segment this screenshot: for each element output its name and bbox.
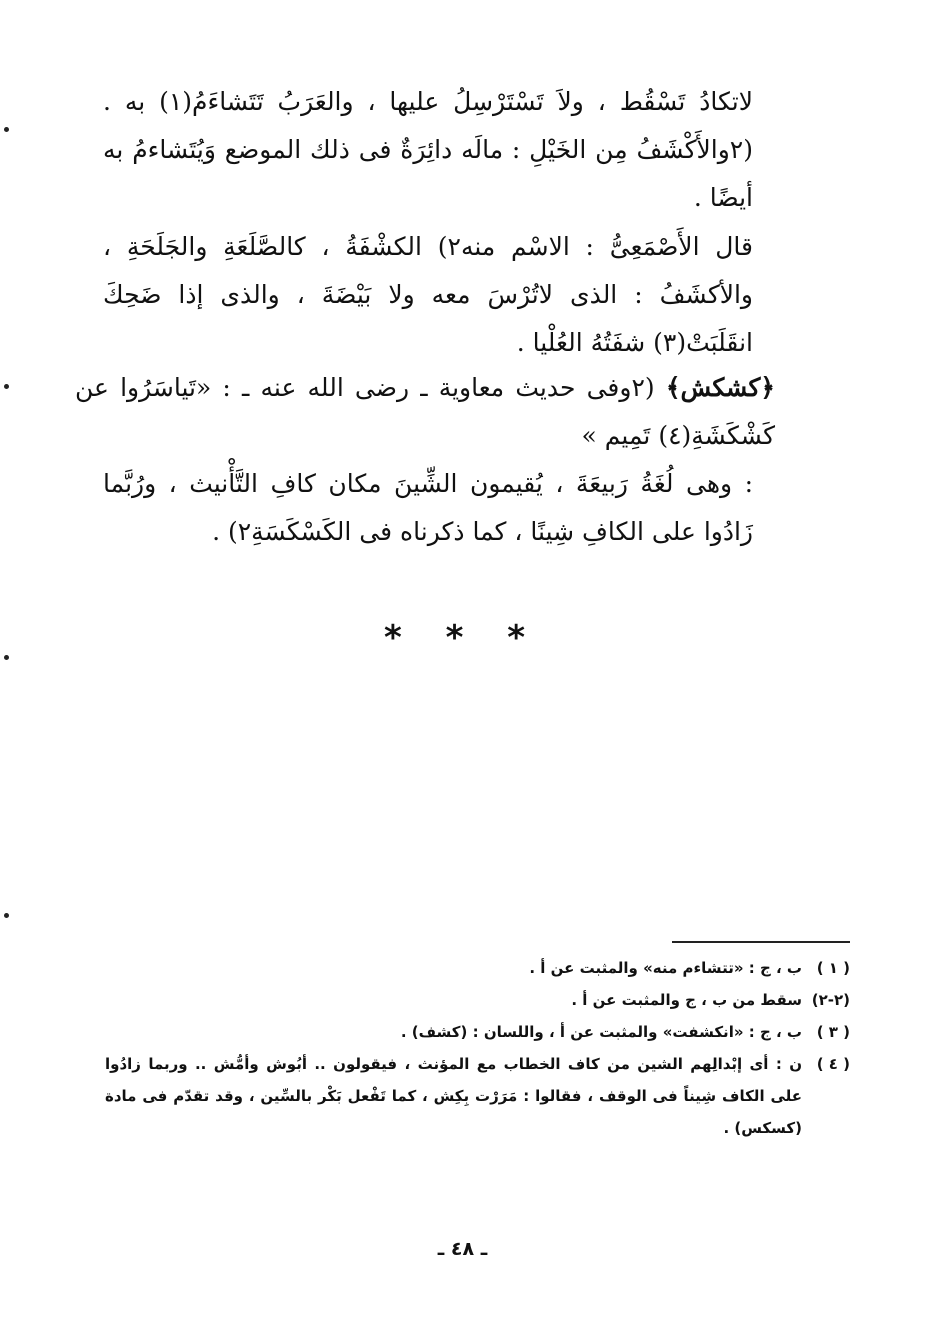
scan-mark — [4, 655, 9, 660]
paragraph-2: قال الأَصْمَعِىُّ : الاسْم منه٢) الكشْفَةُ ، كالصَّلَعَةِ والجَلَحَةِ ، والأكشَفُ : الذى لاتُرْسَ معه ولا بَيْضَةَ ، والذى إذا ضَحِكَ انقَلَبَتْ(٣) شفَتُهُ العُلْيا . — [103, 232, 753, 357]
entry-heading: ﴿كشكش﴾ — [665, 373, 776, 402]
paragraph-4: : وهى لُغَةُ رَبيعَةَ ، يُقيمون الشِّينَ مكان كافِ التَّأْنيث ، ورُبَّما زَادُوا على الكافِ شِينًا ، كما ذكرناه فى الكَسْكَسَةِ٢) . — [103, 469, 753, 546]
footnote-text: ب ، ج : «انكشفت» والمثبت عن أ ، واللسان : (كشف) . — [400, 1023, 802, 1041]
footnote-1 — [105, 952, 850, 984]
footnote-4 — [105, 1048, 850, 1144]
paragraph-3 — [75, 364, 775, 460]
paragraph-1: لاتكادُ تَسْقُط ، ولاَ تَسْتَرْسِلُ عليها ، والعَرَبُ تَتَشاءَمُ(١) به . (٢والأَكْشَفُ مِن الخَيْلِ : مالَه دائِرَةٌ فى ذلك الموضع وَيُتَشاءمُ به أيضًا . — [103, 87, 753, 212]
footnote-text: ب ، ج : «تتشاءم منه» والمثبت عن أ . — [529, 959, 802, 977]
footnote-marker: ( ١ ) — [816, 959, 850, 977]
scan-mark — [4, 127, 9, 132]
footnotes — [105, 952, 850, 1144]
paragraph-3-text: (٢وفى حديث معاوية ـ رضى الله عنه ـ : «تَياسَرُوا عن كَشْكَشَةِ(٤) تَمِيم » — [75, 373, 775, 450]
page-number: ـ ٤٨ ـ — [437, 1238, 488, 1260]
footnote-marker: (٢-٢) — [811, 991, 850, 1009]
scan-mark — [4, 384, 9, 389]
footnote-3 — [105, 1016, 850, 1048]
footnote-marker: ( ٤ ) — [816, 1055, 850, 1073]
scan-mark — [4, 913, 9, 918]
footnote-text: ن : أى إبْدالِهم الشين من كاف الخطاب مع المؤنث ، فيقولون .. أبُوش وأمُّش .. وربما زادُوا على الكاف شِيناً فى الوقف ، فقالوا : مَرَرْت بِكِش ، كما تَفْعل بَكْر بالسِّين ، وقد تقدّم فى مادة (كسكس) . — [105, 1055, 802, 1137]
footnote-text: سقط من ب ، ج والمثبت عن أ . — [571, 991, 802, 1009]
footnote-2 — [105, 984, 850, 1016]
footnote-rule — [672, 941, 850, 943]
footnote-marker: ( ٣ ) — [816, 1023, 850, 1041]
section-separator: * * * — [383, 618, 541, 658]
